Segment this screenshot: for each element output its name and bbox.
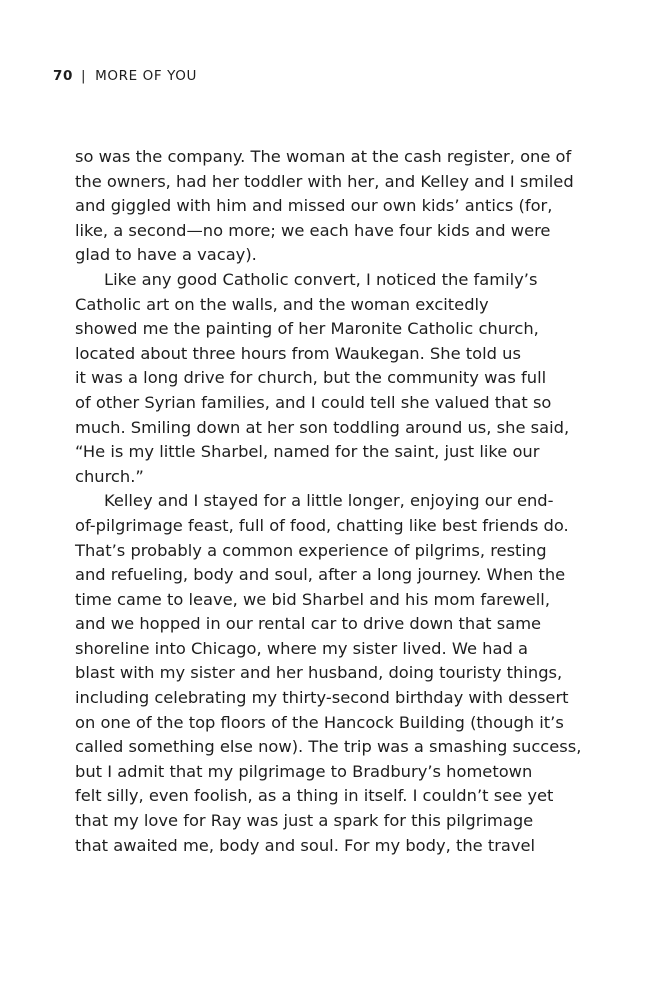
text-line: called something else now). The trip was a smashing success, — [75, 737, 582, 757]
text-line: That’s probably a common experience of pilgrims, resting — [75, 540, 547, 560]
text-line: glad to have a vacay). — [75, 245, 257, 265]
page-number: 70 — [53, 68, 73, 84]
running-head — [53, 66, 197, 86]
text-line: and refueling, body and soul, after a long journey. When the — [75, 565, 566, 585]
text-line: of-pilgrimage feast, full of food, chatting like best friends do. — [75, 515, 569, 535]
text-line: and giggled with him and missed our own kids’ antics (for, — [75, 196, 553, 216]
text-line: of other Syrian families, and I could tell she valued that so — [75, 392, 552, 412]
text-line: including celebrating my thirty-second birthday with dessert — [75, 688, 569, 708]
text-line: shoreline into Chicago, where my sister lived. We had a — [75, 638, 528, 658]
text-line: like, a second—no more; we each have four kids and were — [75, 220, 551, 240]
text-line: that my love for Ray was just a spark for this pilgrimage — [75, 811, 534, 831]
text-line: “He is my little Sharbel, named for the saint, just like our — [75, 442, 540, 462]
text-line: but I admit that my pilgrimage to Bradbury’s hometown — [75, 761, 533, 781]
body-text — [75, 145, 595, 858]
text-line: time came to leave, we bid Sharbel and his mom farewell, — [75, 589, 551, 609]
text-line: located about three hours from Waukegan. She told us — [75, 343, 521, 363]
text-line: that awaited me, body and soul. For my body, the travel — [75, 835, 536, 855]
text-line: so was the company. The woman at the cash register, one of — [75, 147, 572, 166]
text-line: blast with my sister and her husband, doing touristy things, — [75, 663, 563, 683]
text-line: showed me the painting of her Maronite Catholic church, — [75, 319, 539, 339]
header-separator: | — [81, 68, 87, 84]
text-line: and we hopped in our rental car to drive down that same — [75, 614, 542, 634]
text-line: on one of the top floors of the Hancock Building (though it’s — [75, 712, 564, 732]
text-line: Kelley and I stayed for a little longer, enjoying our end- — [104, 491, 554, 511]
text-line: Catholic art on the walls, and the woman excitedly — [75, 294, 489, 314]
book-title: MORE OF YOU — [95, 68, 197, 84]
text-line: church.” — [75, 466, 144, 486]
text-line: it was a long drive for church, but the community was full — [75, 368, 547, 388]
text-line: Like any good Catholic convert, I noticed the family’s — [104, 269, 538, 289]
text-line: the owners, had her toddler with her, and Kelley and I smiled — [75, 171, 574, 191]
text-line: felt silly, even foolish, as a thing in itself. I couldn’t see yet — [75, 786, 554, 806]
text-line: much. Smiling down at her son toddling around us, she said, — [75, 417, 570, 437]
